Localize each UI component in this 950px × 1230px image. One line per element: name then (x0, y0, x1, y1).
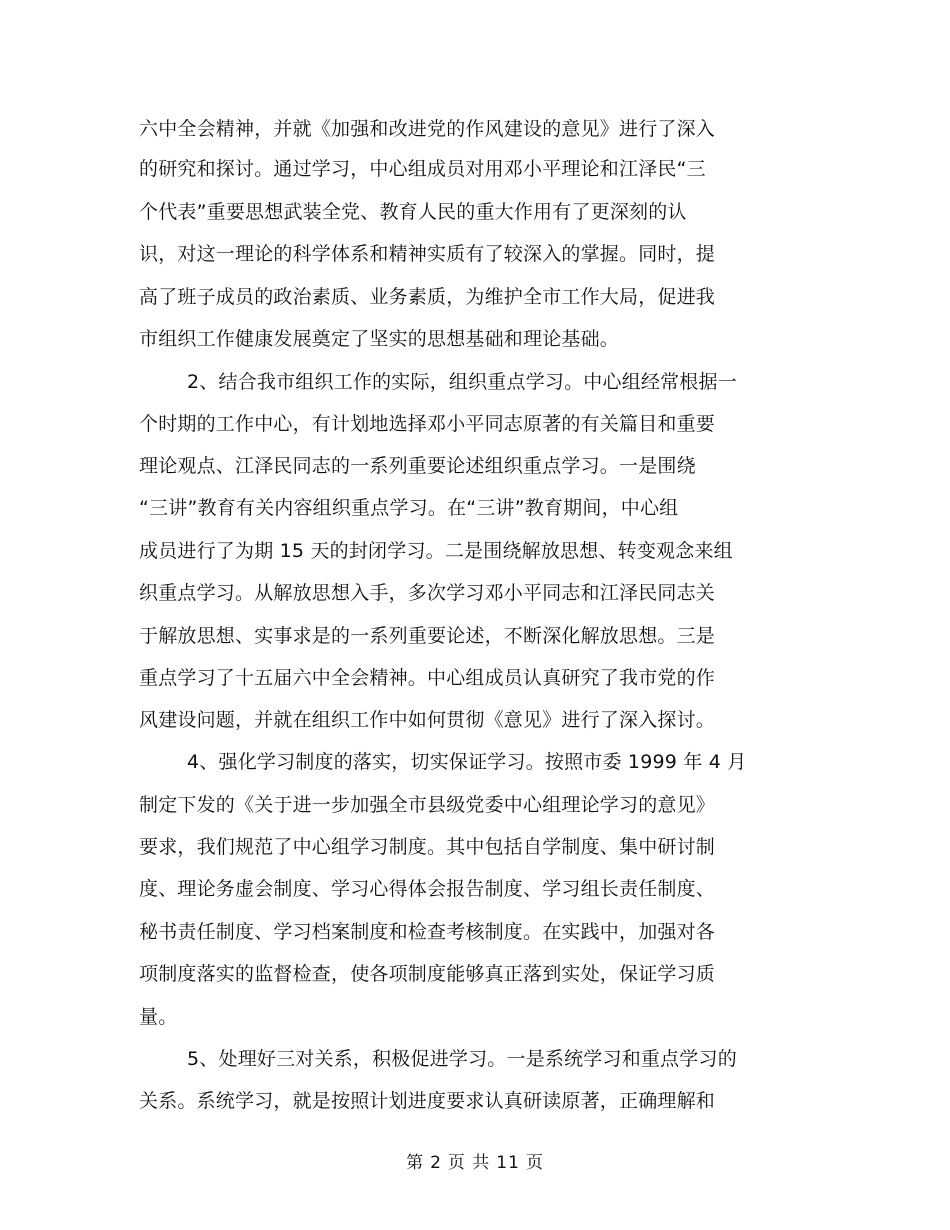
text-line: 于解放思想、实事求是的一系列重要论述，不断深化解放思想。三是 (139, 625, 716, 647)
paragraph-first-line: 5、处理好三对关系，积极促进学习。一是系统学习和重点学习的 (187, 1048, 737, 1070)
text-line: 高了班子成员的政治素质、业务素质，为维护全市工作大局，促进我 (139, 286, 716, 308)
text-line: 制定下发的《关于进一步加强全市县级党委中心组理论学习的意见》 (139, 794, 716, 816)
text-line: 重点学习了十五届六中全会精神。中心组成员认真研究了我市党的作 (139, 667, 716, 689)
text-line: 的研究和探讨。通过学习，中心组成员对用邓小平理论和江泽民“三 (139, 158, 706, 180)
text-line: 量。 (139, 1006, 178, 1028)
footer-prefix: 第 (406, 1153, 425, 1173)
text-line: 要求，我们规范了中心组学习制度。其中包括自学制度、集中研讨制 (139, 836, 716, 858)
paragraph-first-line: 4、强化学习制度的落实，切实保证学习。按照市委 1999 年 4 月 (187, 751, 747, 773)
footer-page-number: 2 (430, 1153, 442, 1173)
footer-total-pages: 11 (496, 1153, 520, 1173)
text-line: 秘书责任制度、学习档案制度和检查考核制度。在实践中，加强对各 (139, 921, 716, 943)
text-line: 关系。系统学习，就是按照计划进度要求认真研读原著，正确理解和 (139, 1090, 716, 1112)
page-footer (0, 1153, 950, 1173)
footer-middle: 页 共 (447, 1153, 491, 1173)
text-line: 个时期的工作中心，有计划地选择邓小平同志原著的有关篇目和重要 (139, 413, 716, 435)
footer-suffix: 页 (525, 1153, 544, 1173)
text-line: 个代表”重要思想武装全党、教育人民的重大作用有了更深刻的认 (139, 201, 687, 223)
text-line: 识，对这一理论的科学体系和精神实质有了较深入的掌握。同时，提 (139, 243, 716, 265)
text-line: 度、理论务虚会制度、学习心得体会报告制度、学习组长责任制度、 (139, 878, 716, 900)
paragraph-first-line: 2、结合我市组织工作的实际，组织重点学习。中心组经常根据一 (187, 371, 737, 393)
text-line: “三讲”教育有关内容组织重点学习。在“三讲”教育期间，中心组 (139, 497, 679, 519)
text-line: 市组织工作健康发展奠定了坚实的思想基础和理论基础。 (139, 328, 620, 350)
text-line: 六中全会精神，并就《加强和改进党的作风建设的意见》进行了深入 (139, 118, 716, 140)
text-line: 项制度落实的监督检查，使各项制度能够真正落到实处，保证学习质 (139, 963, 716, 985)
text-line: 风建设问题，并就在组织工作中如何贯彻《意见》进行了深入探讨。 (139, 709, 716, 731)
text-line: 织重点学习。从解放思想入手，多次学习邓小平同志和江泽民同志关 (139, 582, 716, 604)
text-line: 成员进行了为期 15 天的封闭学习。二是围绕解放思想、转变观念来组 (139, 540, 733, 562)
text-line: 理论观点、江泽民同志的一系列重要论述组织重点学习。一是围绕 (139, 455, 696, 477)
